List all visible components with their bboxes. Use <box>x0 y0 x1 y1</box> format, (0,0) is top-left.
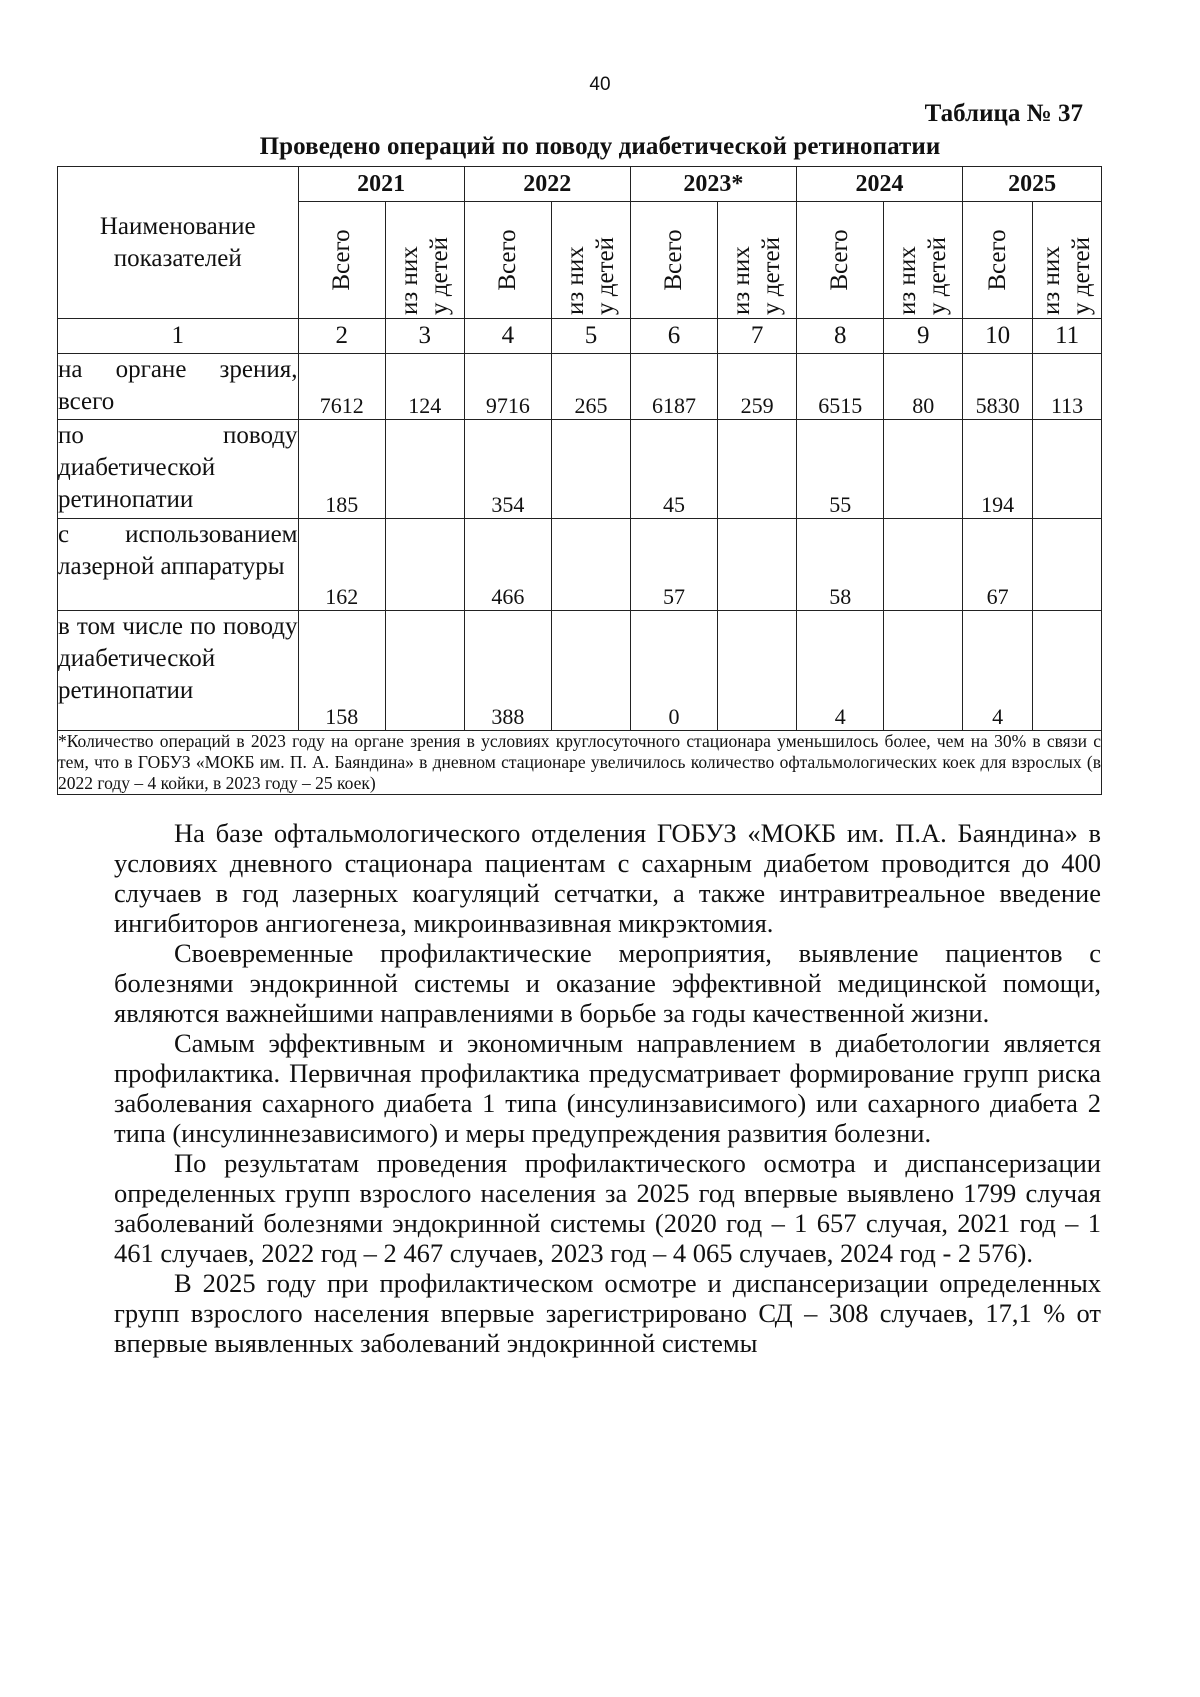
table-cell <box>884 611 963 731</box>
column-number: 5 <box>552 319 631 354</box>
table-title: Проведено операций по поводу диабетической ретинопатии <box>259 133 941 160</box>
row-name: на органе зрения, всего <box>58 354 299 420</box>
table-cell: 58 <box>796 519 883 611</box>
table-cell: 57 <box>630 519 717 611</box>
table-cell: 55 <box>796 420 883 519</box>
table-cell <box>884 420 963 519</box>
children-subheader-line1: из них <box>894 246 922 315</box>
paragraph: По результатам проведения профилактического осмотра и диспансеризации определенных групп взрослого населения за 2025 год впервые выявлено 1799 случая заболеваний болезнями эндокринной системы (2020 год – 1 657 случая, 2021 год – 1 461 случаев, 2022 год – 2 467 случаев, 2023 год – 4 065 случаев, 2024 год - 2 576). <box>114 1148 1101 1268</box>
column-number: 2 <box>298 319 385 354</box>
table-cell <box>718 611 797 731</box>
paragraph: На базе офтальмологического отделения ГОБУЗ «МОКБ им. П.А. Баяндина» в условиях дневного стационара пациентам с сахарным диабетом проводится до 400 случаев в год лазерных коагуляций сетчатки, а также интравитреальное введение ингибиторов ангиогенеза, микроинвазивная микрэктомия. <box>114 818 1101 938</box>
row-name: по поводу диабетической ретинопатии <box>58 420 299 519</box>
row-name: с использованием лазерной аппаратуры <box>58 519 299 611</box>
children-subheader-line1: из них <box>1038 246 1066 315</box>
table-cell <box>718 519 797 611</box>
table-cell <box>1033 519 1102 611</box>
year-header: 2021 <box>298 167 464 202</box>
table-cell: 67 <box>963 519 1033 611</box>
total-subheader <box>796 202 883 319</box>
table-cell <box>1033 611 1102 731</box>
children-subheader-line2: у детей <box>758 237 786 315</box>
table-cell: 5830 <box>963 354 1033 420</box>
table-cell: 80 <box>884 354 963 420</box>
table-cell: 4 <box>963 611 1033 731</box>
year-header: 2025 <box>963 167 1102 202</box>
column-number: 3 <box>385 319 464 354</box>
row-name: в том числе по поводу диабетической ретинопатии <box>58 611 299 731</box>
page-number: 40 <box>589 74 611 95</box>
table-row <box>58 354 1102 420</box>
total-subheader-text: Всего <box>327 229 355 291</box>
table-cell: 259 <box>718 354 797 420</box>
total-subheader <box>298 202 385 319</box>
table-cell: 45 <box>630 420 717 519</box>
table-cell: 162 <box>298 519 385 611</box>
total-subheader <box>963 202 1033 319</box>
children-subheader-line1: из них <box>728 246 756 315</box>
table-cell: 158 <box>298 611 385 731</box>
operations-table <box>57 166 1102 795</box>
children-subheader-line2: у детей <box>1068 237 1096 315</box>
table-cell: 265 <box>552 354 631 420</box>
table-cell: 7612 <box>298 354 385 420</box>
children-subheader <box>1033 202 1102 319</box>
paragraph: В 2025 году при профилактическом осмотре и диспансеризации определенных групп взрослого населения впервые зарегистрировано СД – 308 случаев, 17,1 % от впервые выявленных заболеваний эндокринной системы <box>114 1268 1101 1358</box>
table-cell <box>552 420 631 519</box>
column-number: 4 <box>464 319 551 354</box>
year-header: 2022 <box>464 167 630 202</box>
children-subheader-line1: из них <box>561 246 589 315</box>
children-subheader-line2: у детей <box>425 237 453 315</box>
table-cell <box>1033 420 1102 519</box>
children-subheader <box>552 202 631 319</box>
table-cell <box>385 420 464 519</box>
table-cell: 185 <box>298 420 385 519</box>
table-cell <box>385 611 464 731</box>
table-cell: 124 <box>385 354 464 420</box>
table-cell: 466 <box>464 519 551 611</box>
column-number: 9 <box>884 319 963 354</box>
children-subheader <box>385 202 464 319</box>
column-number: 7 <box>718 319 797 354</box>
table-cell: 4 <box>796 611 883 731</box>
children-subheader <box>884 202 963 319</box>
body-text <box>114 818 1101 1358</box>
table-row <box>58 611 1102 731</box>
table-cell <box>552 519 631 611</box>
column-number: 11 <box>1033 319 1102 354</box>
total-subheader-text: Всего <box>826 229 854 291</box>
total-subheader <box>464 202 551 319</box>
column-number: 6 <box>630 319 717 354</box>
column-number: 10 <box>963 319 1033 354</box>
total-subheader-text: Всего <box>983 229 1011 291</box>
paragraph: Своевременные профилактические мероприятия, выявление пациентов с болезнями эндокринной системы и оказание эффективной медицинской помощи, являются важнейшими направлениями в борьбе за годы качественной жизни. <box>114 938 1101 1028</box>
paragraph: Самым эффективным и экономичным направлением в диабетологии является профилактика. Первичная профилактика предусматривает формирование групп риска заболевания сахарного диабета 1 типа (инсулинзависимого) или сахарного диабета 2 типа (инсулиннезависимого) и меры предупреждения развития болезни. <box>114 1028 1101 1148</box>
column-number: 8 <box>796 319 883 354</box>
table-cell: 194 <box>963 420 1033 519</box>
name-column-header: Наименование показателей <box>58 167 299 319</box>
table-cell: 388 <box>464 611 551 731</box>
children-subheader-line1: из них <box>395 246 423 315</box>
table-cell <box>385 519 464 611</box>
table-cell <box>884 519 963 611</box>
children-subheader <box>718 202 797 319</box>
year-header: 2024 <box>796 167 962 202</box>
year-header: 2023* <box>630 167 796 202</box>
table-cell: 6515 <box>796 354 883 420</box>
table-footnote: *Количество операций в 2023 году на органе зрения в условиях круглосуточного стационара уменьшилось более, чем на 30% в связи с тем, что в ГОБУЗ «МОКБ им. П. А. Баяндина» в дневном стационаре увеличилось количество офтальмологических коек для взрослых (в 2022 году – 4 койки, в 2023 году – 25 коек) <box>58 731 1101 793</box>
table-cell <box>718 420 797 519</box>
table-cell: 6187 <box>630 354 717 420</box>
column-number: 1 <box>58 319 299 354</box>
table-label: Таблица № 37 <box>924 100 1083 127</box>
children-subheader-line2: у детей <box>924 237 952 315</box>
table-cell: 9716 <box>464 354 551 420</box>
total-subheader-text: Всего <box>660 229 688 291</box>
children-subheader-line2: у детей <box>591 237 619 315</box>
column-number-row <box>58 319 1102 354</box>
table-row <box>58 420 1102 519</box>
table-cell: 354 <box>464 420 551 519</box>
total-subheader-text: Всего <box>493 229 521 291</box>
total-subheader <box>630 202 717 319</box>
table-row <box>58 519 1102 611</box>
table-cell: 113 <box>1033 354 1102 420</box>
table-cell <box>552 611 631 731</box>
table-cell: 0 <box>630 611 717 731</box>
footnote-row <box>58 731 1102 795</box>
